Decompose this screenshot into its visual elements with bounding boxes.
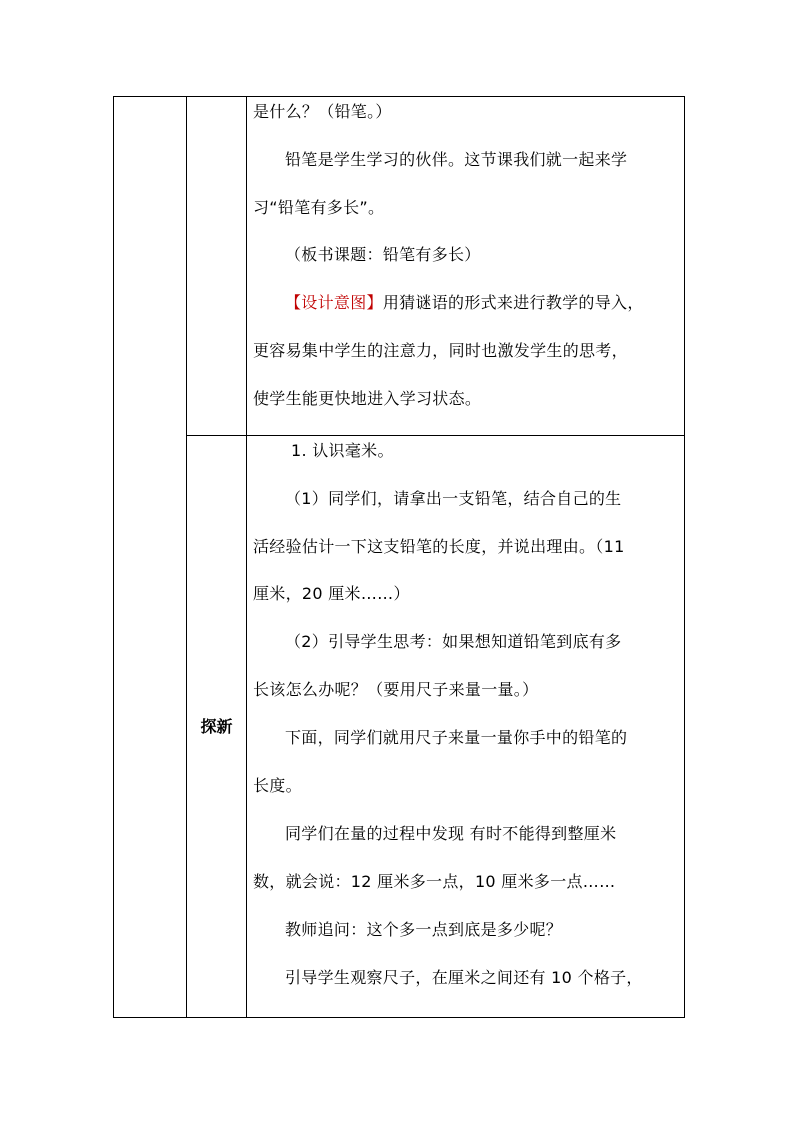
intro-line-4: （板书课题：铅笔有多长）	[285, 245, 481, 264]
explore-line-6: 长该怎么办呢？（要用尺子来量一量。）	[253, 680, 539, 699]
design-intent-label: 【设计意图】	[285, 293, 383, 312]
intro-line-2: 铅笔是学生学习的伙伴。这节课我们就一起来学	[285, 150, 628, 169]
explore-line-9: 同学们在量的过程中发现 有时不能得到整厘米	[285, 824, 617, 843]
column-divider-1	[186, 97, 187, 1017]
intro-line-1: 是什么？（铅笔。）	[253, 102, 392, 121]
explore-line-4: 厘米，20 厘米……）	[253, 584, 410, 603]
explore-line-7: 下面，同学们就用尺子来量一量你手中的铅笔的	[285, 728, 628, 747]
explore-line-1: 1. 认识毫米。	[291, 441, 394, 460]
explore-line-11: 教师追问：这个多一点到底是多少呢？	[285, 920, 563, 939]
explore-line-10: 数，就会说：12 厘米多一点，10 厘米多一点……	[253, 872, 616, 891]
explore-line-2: （1）同学们，请拿出一支铅笔，结合自己的生	[285, 489, 622, 508]
lesson-table	[113, 96, 685, 1018]
design-intent-line-3: 使学生能更快地进入学习状态。	[253, 389, 482, 408]
design-intent-line-1	[253, 292, 683, 314]
explore-line-3: 活经验估计一下这支铅笔的长度，并说出理由。（11	[253, 537, 625, 556]
intro-line-3: 习“铅笔有多长”。	[253, 198, 385, 217]
section-label-explore: 探新	[200, 717, 233, 736]
design-intent-text-1: 用猜谜语的形式来进行教学的导入，	[382, 293, 644, 312]
explore-line-8: 长度。	[253, 776, 302, 795]
explore-line-12: 引导学生观察尺子，在厘米之间还有 10 个格子，	[285, 968, 643, 987]
design-intent-line-2: 更容易集中学生的注意力，同时也激发学生的思考，	[253, 341, 628, 360]
row-divider	[186, 435, 684, 436]
column-divider-2	[246, 97, 247, 1017]
explore-line-5: （2）引导学生思考：如果想知道铅笔到底有多	[285, 632, 622, 651]
